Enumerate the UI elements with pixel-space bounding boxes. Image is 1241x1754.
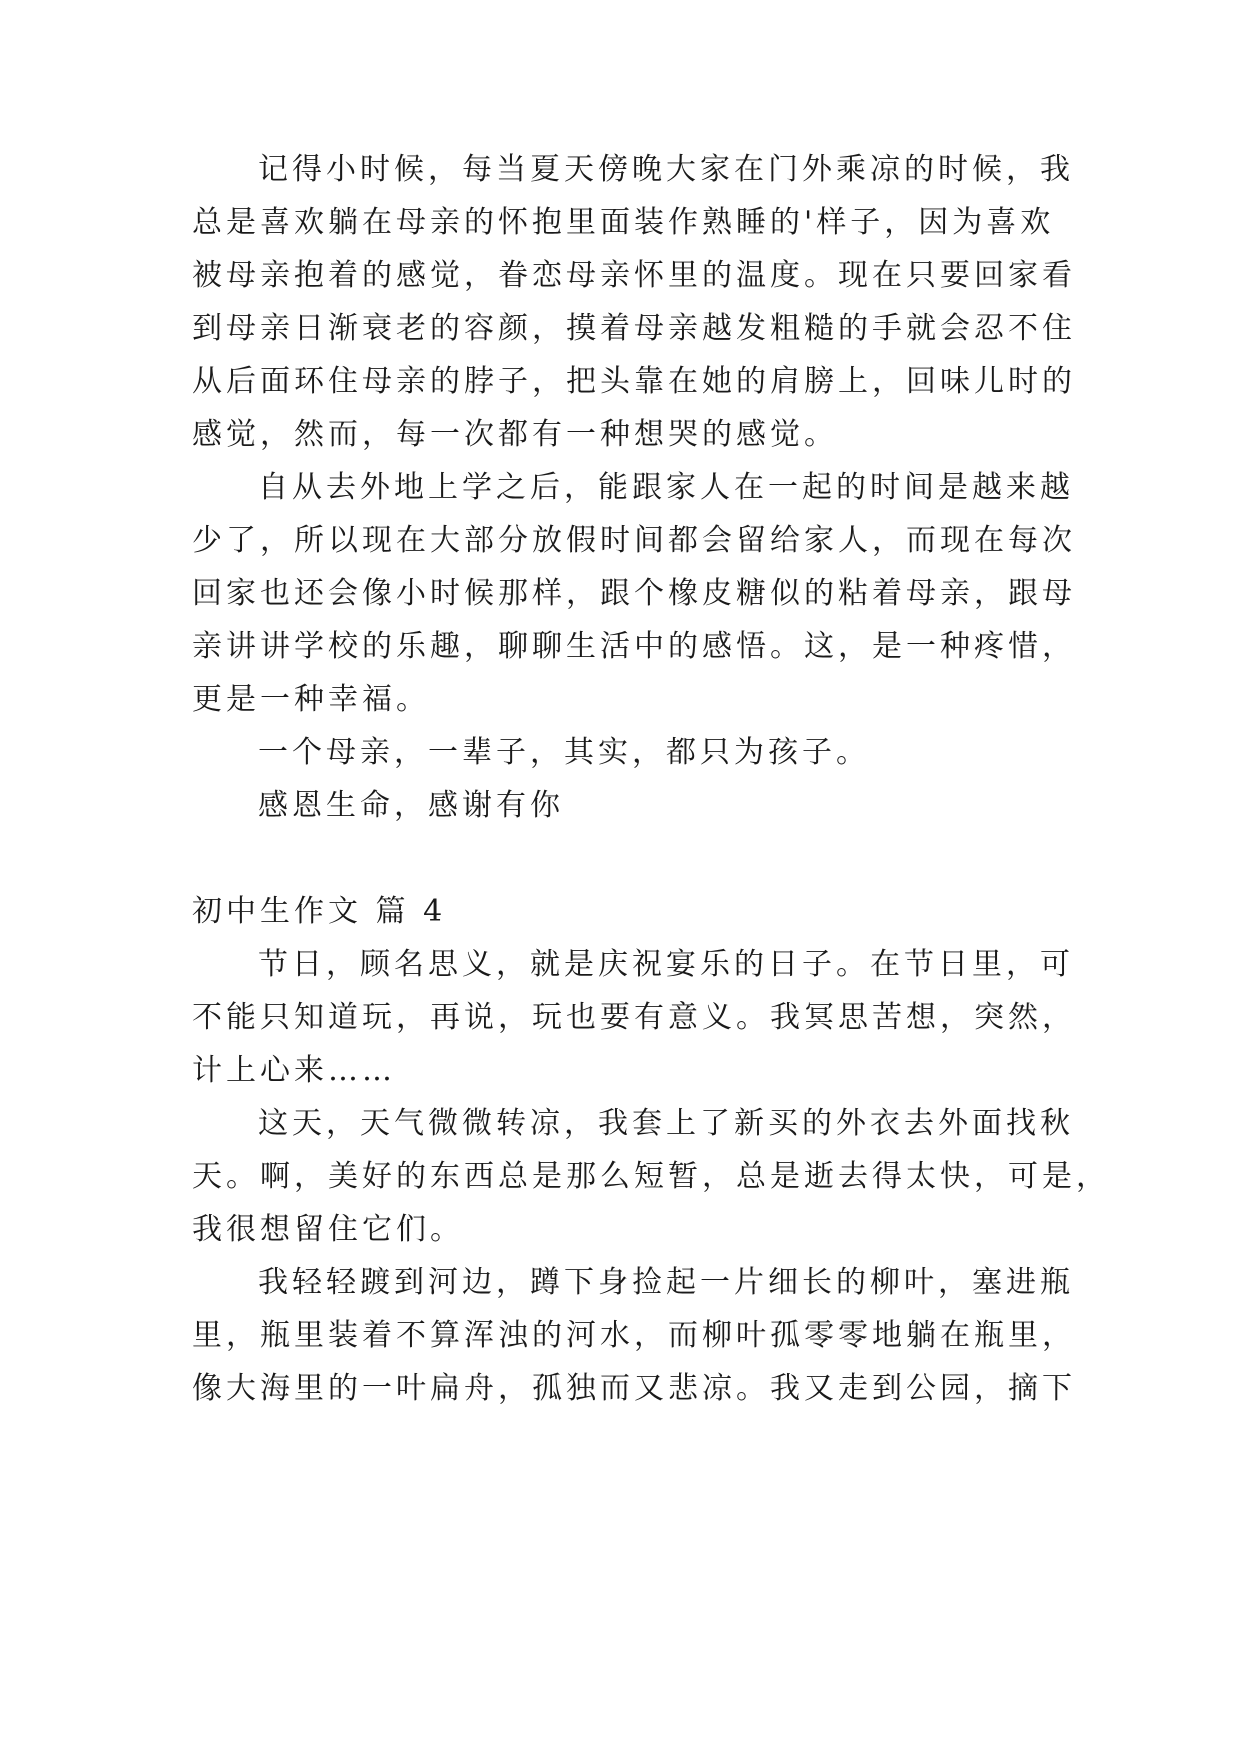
text-line: 记得小时候，每当夏天傍晚大家在门外乘凉的时候，我 (258, 152, 1074, 187)
text-line: 到母亲日渐衰老的容颜，摸着母亲越发粗糙的手就会忍不住 (192, 311, 1076, 346)
text-line: 节日，顾名思义，就是庆祝宴乐的日子。在节日里，可 (258, 947, 1074, 982)
text-line: 这天，天气微微转凉，我套上了新买的外衣去外面找秋 (258, 1106, 1074, 1141)
text-line: 感觉，然而，每一次都有一种想哭的感觉。 (192, 417, 838, 452)
text-line: 计上心来…… (192, 1053, 396, 1088)
text-line: 我很想留住它们。 (192, 1212, 464, 1247)
text-line: 像大海里的一叶扁舟，孤独而又悲凉。我又走到公园，摘下 (192, 1371, 1076, 1406)
text-line: 从后面环住母亲的脖子，把头靠在她的肩膀上，回味儿时的 (192, 364, 1076, 399)
text-line: 总是喜欢躺在母亲的怀抱里面装作熟睡的'样子，因为喜欢 (192, 205, 1055, 240)
section-heading: 初中生作文 篇 4 (192, 894, 447, 929)
text-line: 不能只知道玩，再说，玩也要有意义。我冥思苦想，突然， (192, 1000, 1076, 1035)
text-line: 里，瓶里装着不算浑浊的河水，而柳叶孤零零地躺在瓶里， (192, 1318, 1076, 1353)
text-line: 回家也还会像小时候那样，跟个橡皮糖似的粘着母亲，跟母 (192, 576, 1076, 611)
text-line: 更是一种幸福。 (192, 682, 430, 717)
text-line: 一个母亲，一辈子，其实，都只为孩子。 (258, 735, 870, 770)
text-line: 少了，所以现在大部分放假时间都会留给家人，而现在每次 (192, 523, 1076, 558)
text-line: 我轻轻踱到河边，蹲下身捡起一片细长的柳叶，塞进瓶 (258, 1265, 1074, 1300)
text-line: 被母亲抱着的感觉，眷恋母亲怀里的温度。现在只要回家看 (192, 258, 1076, 293)
text-line: 感恩生命，感谢有你 (258, 788, 564, 823)
text-line: 自从去外地上学之后，能跟家人在一起的时间是越来越 (258, 470, 1074, 505)
text-line: 亲讲讲学校的乐趣，聊聊生活中的感悟。这，是一种疼惜， (192, 629, 1076, 664)
text-line: 天。啊，美好的东西总是那么短暂，总是逝去得太快，可是， (192, 1159, 1110, 1194)
